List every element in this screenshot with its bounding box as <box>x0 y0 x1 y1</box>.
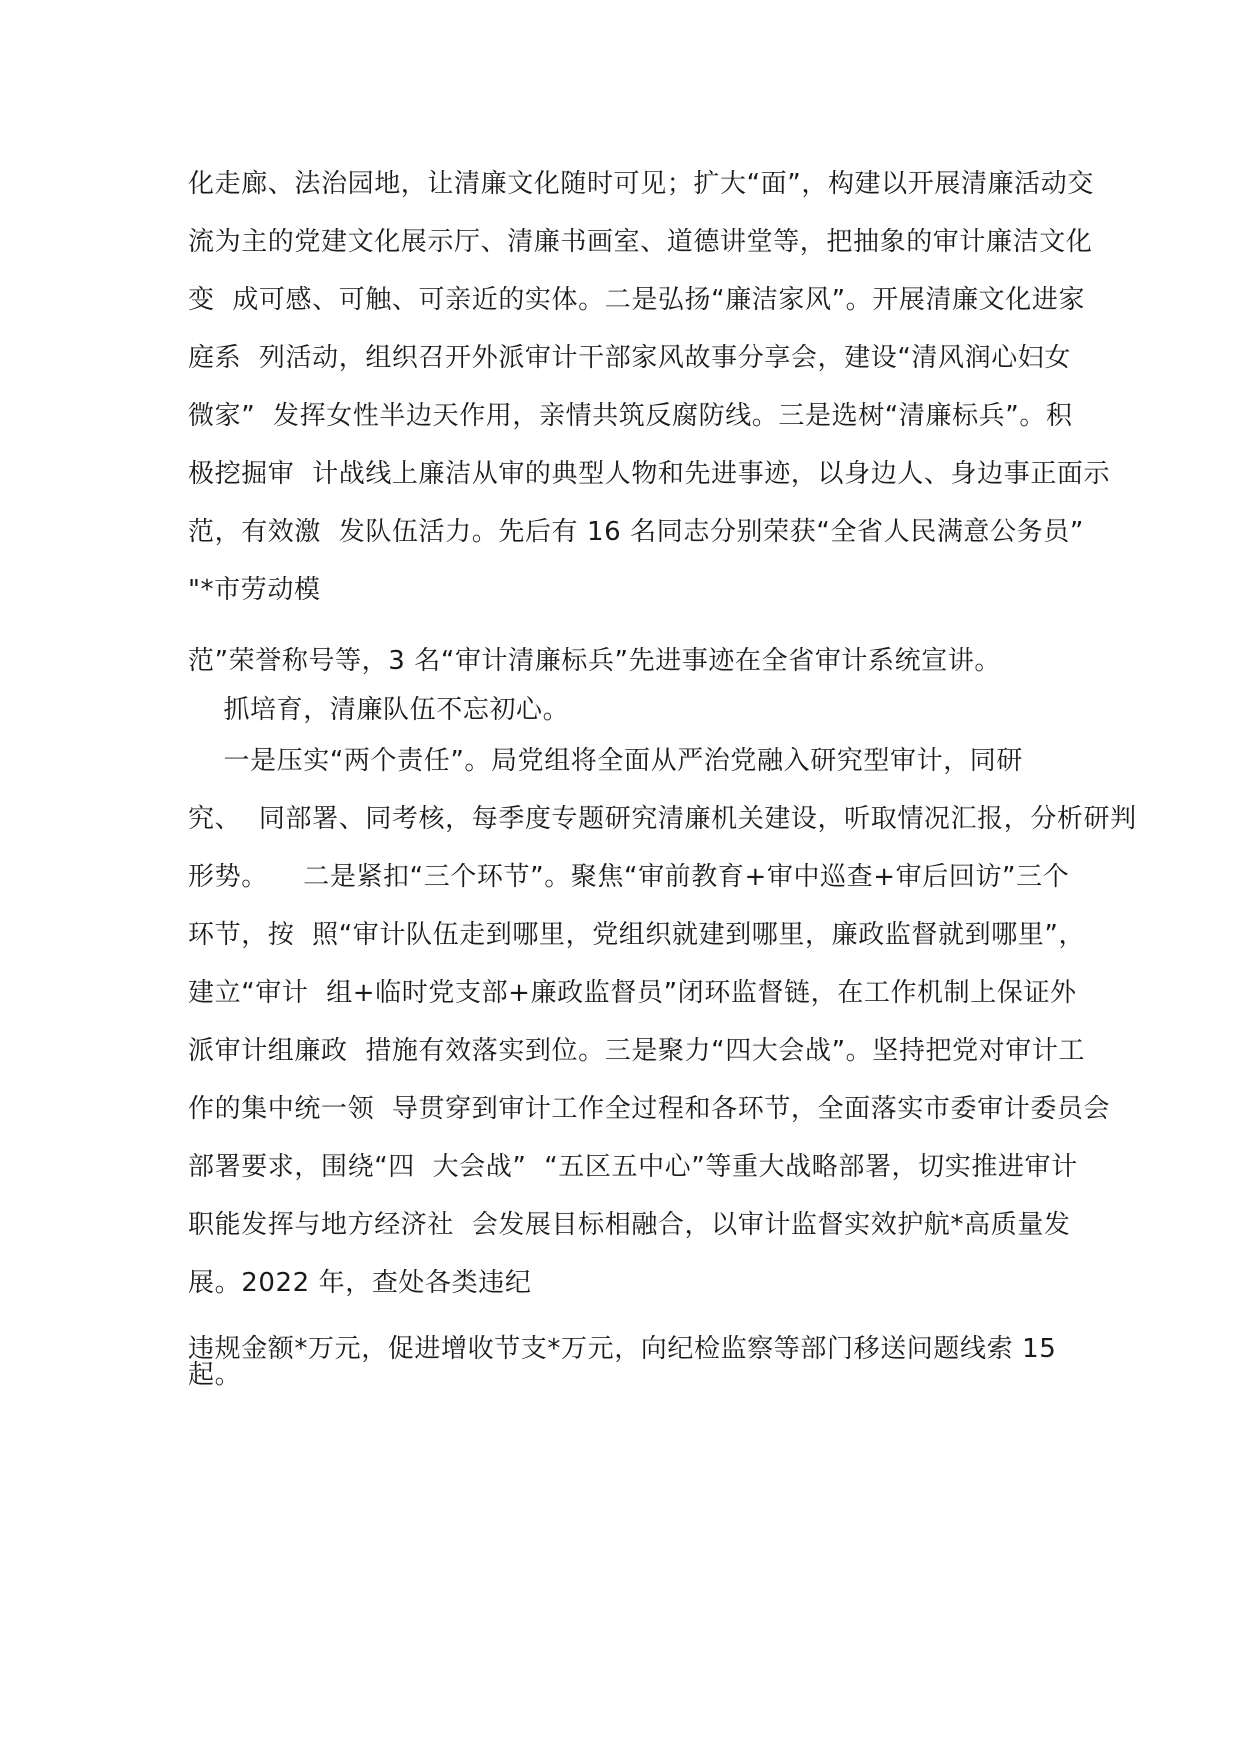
text-line: 极挖掘审 计战线上廉洁从审的典型人物和先进事迹，以身边人、身边事正面示 <box>188 459 1111 489</box>
text-line: 建立“审计 组+临时党支部+廉政监督员”闭环监督链，在工作机制上保证外 <box>188 978 1077 1008</box>
text-line: "*市劳动模 <box>188 575 321 605</box>
text-line: 作的集中统一领 导贯穿到审计工作全过程和各环节，全面落实市委审计委员会 <box>188 1094 1111 1124</box>
text-line: 部署要求，围绕“四 大会战” “五区五中心”等重大战略部署，切实推进审计 <box>188 1152 1078 1182</box>
text-line: 范”荣誉称号等，3 名“审计清廉标兵”先进事迹在全省审计系统宣讲。 <box>188 646 1002 676</box>
text-line: 庭系 列活动，组织召开外派审计干部家风故事分享会，建设“清风润心妇女 <box>188 343 1071 373</box>
text-line: 一是压实“两个责任”。局党组将全面从严治党融入研究型审计，同研 <box>188 746 1023 776</box>
text-line: 展。2022 年，查处各类违纪 <box>188 1268 532 1298</box>
text-line: 职能发挥与地方经济社 会发展目标相融合，以审计监督实效护航*高质量发 <box>188 1210 1071 1240</box>
text-line: 究、 同部署、同考核，每季度专题研究清廉机关建设，听取情况汇报，分析研判 <box>188 804 1137 834</box>
text-line: 派审计组廉政 措施有效落实到位。三是聚力“四大会战”。坚持把党对审计工 <box>188 1036 1086 1066</box>
section-heading: 抓培育，清廉队伍不忘初心。 <box>188 695 570 725</box>
text-line: 形势。 二是紧扣“三个环节”。聚焦“审前教育+审中巡查+审后回访”三个 <box>188 862 1070 892</box>
text-line: 流为主的党建文化展示厅、清廉书画室、道德讲堂等，把抽象的审计廉洁文化 <box>188 227 1093 257</box>
text-line: 变 成可感、可触、可亲近的实体。二是弘扬“廉洁家风”。开展清廉文化进家 <box>188 285 1086 315</box>
text-line: 违规金额*万元，促进增收节支*万元，向纪检监察等部门移送问题线索 15 <box>188 1334 1057 1364</box>
text-line: 微家” 发挥女性半边天作用，亲情共筑反腐防线。三是选树“清廉标兵”。积 <box>188 401 1073 431</box>
text-line: 起。 <box>188 1360 242 1390</box>
text-line: 范，有效激 发队伍活力。先后有 16 名同志分别荣获“全省人民满意公务员” <box>188 517 1084 547</box>
text-line: 化走廊、法治园地，让清廉文化随时可见；扩大“面”，构建以开展清廉活动交 <box>188 169 1094 199</box>
text-line: 环节，按 照“审计队伍走到哪里，党组织就建到哪里，廉政监督就到哪里”， <box>188 920 1086 950</box>
